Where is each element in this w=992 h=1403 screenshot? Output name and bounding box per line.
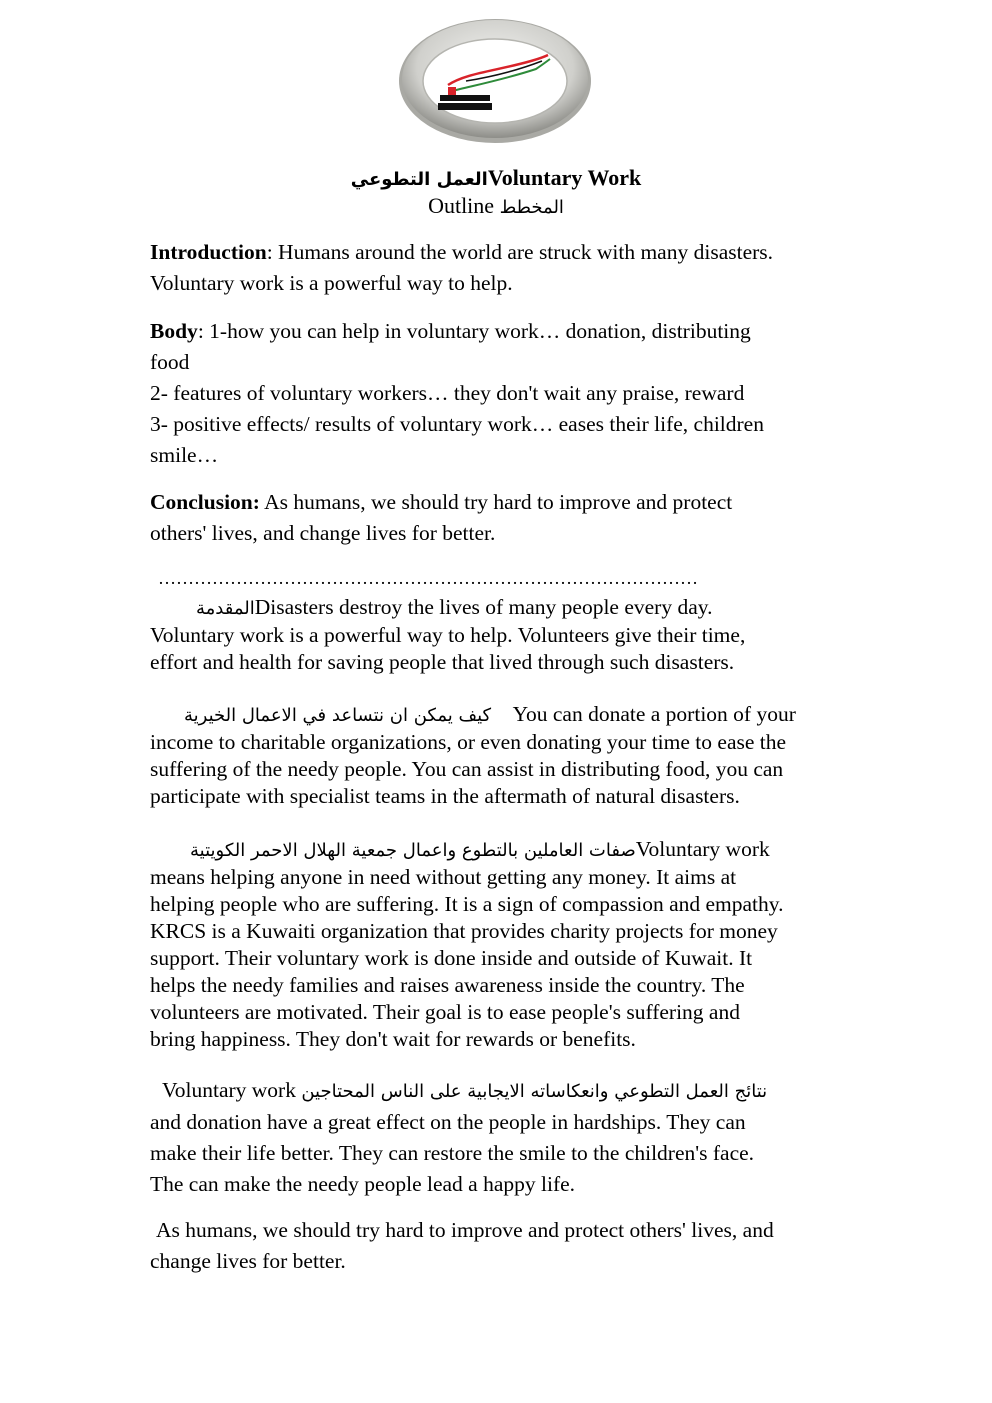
paragraph-line: support. Their voluntary work is done inside and outside of Kuwait. It xyxy=(150,946,753,970)
paragraph-line: bring happiness. They don't wait for rewards or benefits. xyxy=(150,1027,636,1051)
conclusion-label: Conclusion: xyxy=(150,490,260,514)
essay-paragraph-features xyxy=(150,836,850,1053)
page-subtitle xyxy=(0,192,992,222)
logo-text-bar-1 xyxy=(440,95,490,101)
subtitle-english: Outline xyxy=(428,193,495,218)
paragraph-line: means helping anyone in need without getting any money. It aims at xyxy=(150,865,737,889)
paragraph-line: make their life better. They can restore the smile to the children's face. xyxy=(150,1141,755,1165)
paragraph-line: helping people who are suffering. It is a sign of compassion and empathy. xyxy=(150,892,784,916)
essay-paragraph-introduction xyxy=(150,594,850,676)
introduction-label: Introduction xyxy=(150,240,267,264)
body-line: 3- positive effects/ results of voluntary work… eases their life, children xyxy=(150,412,764,436)
title-arabic: العمل التطوعي xyxy=(350,169,488,190)
paragraph-line: suffering of the needy people. You can assist in distributing food, you can xyxy=(150,757,784,781)
paragraph-arabic-heading: نتائج العمل التطوعي وانعكاساته الايجابية على الناس المحتاجين xyxy=(301,1081,768,1102)
title-english: Voluntary Work xyxy=(487,165,642,190)
paragraph-line: and donation have a great effect on the people in hardships. They can xyxy=(150,1110,746,1134)
page-title xyxy=(0,164,992,194)
subtitle-arabic: المخطط xyxy=(499,197,564,218)
outline-introduction xyxy=(150,237,850,299)
paragraph-arabic-heading: كيف يمكن ان نتساعد في الاعمال الخيرية xyxy=(184,705,492,726)
paragraph-line: Voluntary work xyxy=(162,1078,296,1102)
paragraph-line: volunteers are motivated. Their goal is to ease people's suffering and xyxy=(150,1000,740,1024)
introduction-line: Voluntary work is a powerful way to help. xyxy=(150,271,513,295)
paragraph-line: helps the needy families and raises awareness inside the country. The xyxy=(150,973,745,997)
paragraph-line: Disasters destroy the lives of many people every day. xyxy=(254,595,713,619)
paragraph-line: effort and health for saving people that lived through such disasters. xyxy=(150,650,735,674)
paragraph-line: As humans, we should try hard to improve and protect others' lives, and xyxy=(156,1218,774,1242)
paragraph-line: Voluntary work is a powerful way to help. Volunteers give their time, xyxy=(150,623,746,647)
paragraph-arabic-heading: المقدمة xyxy=(196,598,255,619)
krcs-logo xyxy=(396,15,594,147)
essay-paragraph-how-to-help xyxy=(150,701,850,810)
logo-text-bar-2 xyxy=(438,103,492,110)
conclusion-line: others' lives, and change lives for better. xyxy=(150,521,496,545)
paragraph-line: The can make the needy people lead a happy life. xyxy=(150,1172,576,1196)
paragraph-line: Voluntary work xyxy=(635,837,770,861)
paragraph-line: participate with specialist teams in the aftermath of natural disasters. xyxy=(150,784,740,808)
body-line: : 1-how you can help in voluntary work… donation, distributing xyxy=(197,319,751,343)
dotted-separator: ……………………………………………………………………………… xyxy=(158,568,698,588)
paragraph-arabic-heading: صفات العاملين بالتطوع واعمال جمعية الهلال الاحمر الكويتية xyxy=(190,840,636,861)
paragraph-line: income to charitable organizations, or even donating your time to ease the xyxy=(150,730,787,754)
essay-paragraph-effects xyxy=(150,1075,850,1200)
outline-body xyxy=(150,316,850,471)
body-line: 2- features of voluntary workers… they don't wait any praise, reward xyxy=(150,381,745,405)
logo-emblem-icon xyxy=(396,15,594,147)
essay-paragraph-conclusion xyxy=(150,1215,850,1277)
body-line: food xyxy=(150,350,190,374)
introduction-line: : Humans around the world are struck with many disasters. xyxy=(266,240,774,264)
paragraph-line: change lives for better. xyxy=(150,1249,346,1273)
paragraph-line: You can donate a portion of your xyxy=(512,702,796,726)
body-label: Body xyxy=(150,319,198,343)
outline-conclusion xyxy=(150,487,850,549)
body-line: smile… xyxy=(150,443,219,467)
paragraph-line: KRCS is a Kuwaiti organization that provides charity projects for money xyxy=(150,919,778,943)
conclusion-line: As humans, we should try hard to improve and protect xyxy=(259,490,733,514)
